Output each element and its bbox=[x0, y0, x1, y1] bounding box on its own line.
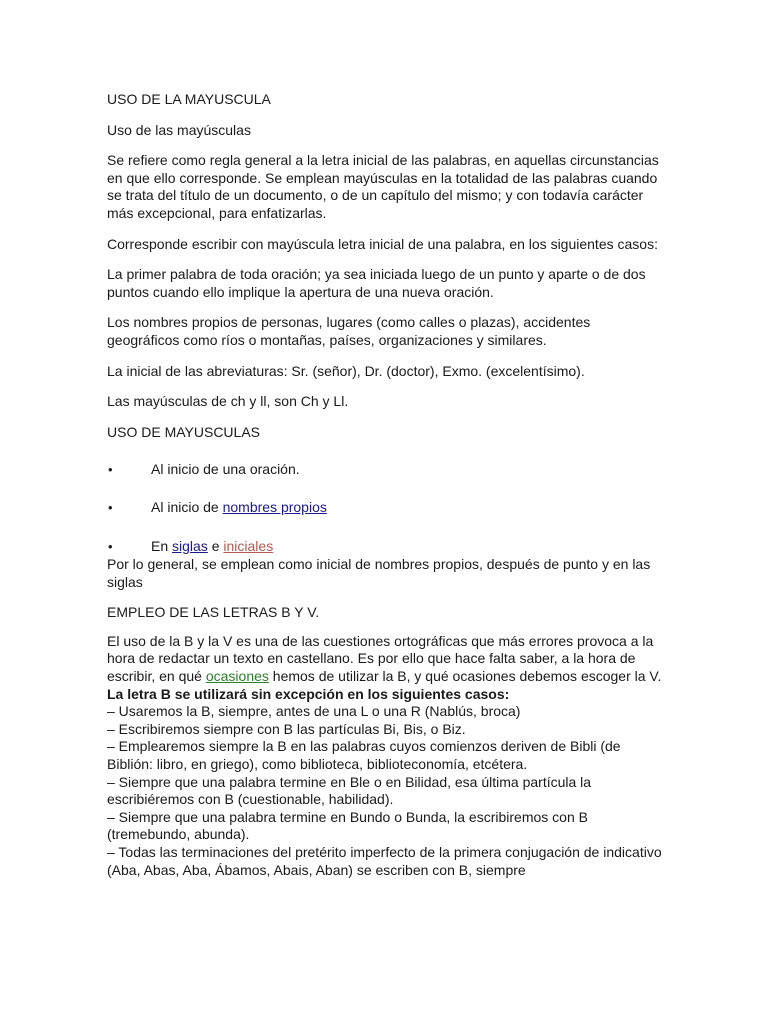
paragraph-uso-b-v bbox=[107, 633, 663, 686]
paragraph-regla-general: Se refiere como regla general a la letra inicial de las palabras, en aquellas circunstancias en que ello corresponde. Se emplean mayúsculas en la totalidad de las palabras cuando se trata del título de un documento, o de un capítulo del mismo; y con todavía carácter más excepcional, para enfatizarlas. bbox=[107, 152, 659, 221]
list-item: – Emplearemos siempre la B en las palabras cuyos comienzos deriven de Bibli (de Biblión: libro, en griego), como biblioteca, biblioteconomía, etcétera. bbox=[107, 738, 621, 773]
heading-empleo-b-v: EMPLEO DE LAS LETRAS B Y V. bbox=[107, 604, 320, 621]
paragraph-abreviaturas: La inicial de las abreviaturas: Sr. (señor), Dr. (doctor), Exmo. (excelentísimo). bbox=[107, 362, 585, 379]
bullet-icon: • bbox=[108, 500, 113, 516]
paragraph-por-lo-general: Por lo general, se emplean como inicial de nombres propios, después de punto y en las siglas bbox=[107, 556, 651, 590]
list-item bbox=[107, 499, 663, 517]
paragraph-nombres-propios: Los nombres propios de personas, lugares (como calles o plazas), accidentes geográficos como ríos o montañas, países, organizaciones y similares. bbox=[107, 314, 591, 348]
list-item-text: Al inicio de una oración. bbox=[151, 461, 300, 478]
heading-uso-de-mayusculas: USO DE MAYUSCULAS bbox=[107, 423, 260, 440]
list-item-text: Al inicio de bbox=[151, 499, 223, 516]
paragraph-primer-palabra: La primer palabra de toda oración; ya sea iniciada luego de un punto y aparte o de dos puntos cuando ello implique la apertura de una nueva oración. bbox=[107, 266, 646, 300]
list-item bbox=[107, 538, 663, 556]
link-iniciales[interactable]: iniciales bbox=[223, 537, 274, 554]
list-item-text: En bbox=[151, 537, 173, 554]
paragraph-ch-ll: Las mayúsculas de ch y ll, son Ch y Ll. bbox=[107, 393, 349, 410]
list-item: – Escribiremos siempre con B las partículas Bi, Bis, o Biz. bbox=[107, 720, 466, 737]
bold-heading-letra-b: La letra B se utilizará sin excepción en los siguientes casos: bbox=[107, 685, 510, 702]
subheading-uso-de-las-mayusculas: Uso de las mayúsculas bbox=[107, 121, 251, 138]
paragraph-casos: Corresponde escribir con mayúscula letra inicial de una palabra, en los siguientes casos: bbox=[107, 235, 658, 252]
list-item bbox=[107, 461, 663, 479]
bullet-icon: • bbox=[108, 538, 113, 554]
list-item: – Todas las terminaciones del pretérito imperfecto de la primera conjugación de indicativo (Aba, Abas, Aba, Ábamos, Abais, Aban) se escriben con B, siempre bbox=[107, 844, 662, 878]
heading-uso-de-la-mayuscula: USO DE LA MAYUSCULA bbox=[107, 91, 271, 107]
list-item: – Siempre que una palabra termine en Ble o en Bilidad, esa última partícula la escribiéremos con B (cuestionable, habilidad). bbox=[107, 773, 592, 808]
link-ocasiones[interactable]: ocasiones bbox=[205, 668, 269, 685]
document-page bbox=[107, 91, 663, 879]
bullet-list bbox=[107, 461, 663, 555]
list-item: – Usaremos la B, siempre, antes de una L o una R (Nablús, broca) bbox=[107, 703, 521, 720]
list-item-text: e bbox=[207, 537, 224, 554]
list-item: – Siempre que una palabra termine en Bundo o Bunda, la escribiremos con B (tremebundo, abunda). bbox=[107, 808, 588, 843]
link-siglas[interactable]: siglas bbox=[172, 537, 208, 554]
paragraph-text: El uso de la B y la V es una de las cuestiones ortográficas que más errores provoca a la hora de redactar un texto en castellano. Es por ello que hace falta saber, a la hora de escribir, en qué bbox=[107, 632, 654, 685]
rules-list bbox=[107, 703, 663, 879]
link-nombres-propios[interactable]: nombres propios bbox=[222, 499, 327, 516]
paragraph-text: hemos de utilizar la B, y qué ocasiones debemos escoger la V. bbox=[268, 668, 662, 685]
bullet-icon: • bbox=[108, 462, 113, 478]
